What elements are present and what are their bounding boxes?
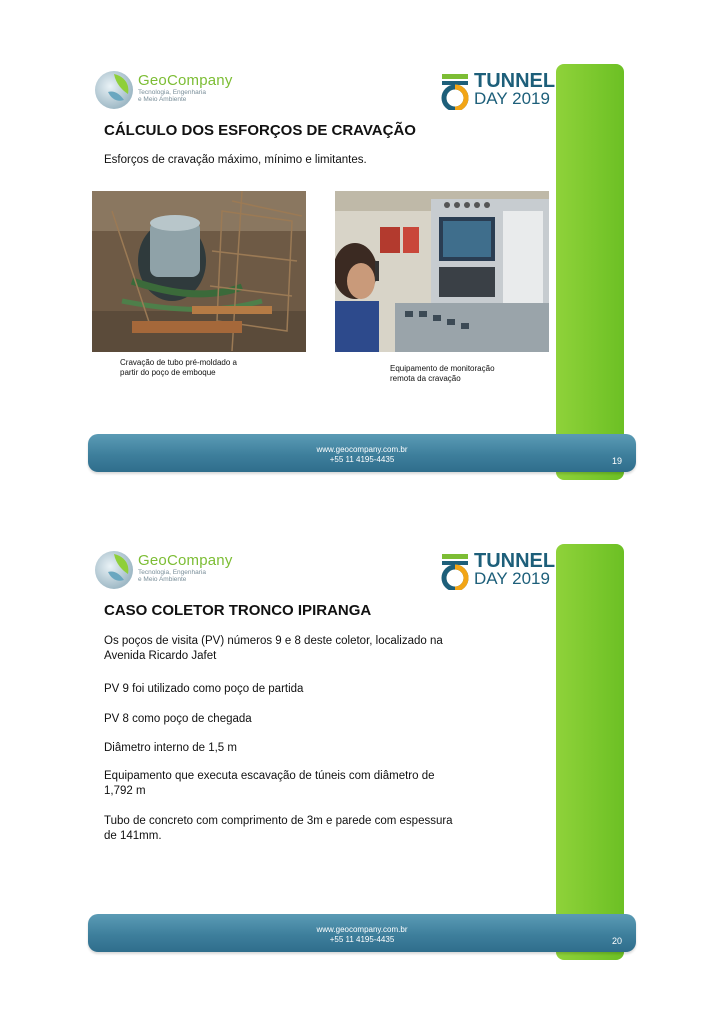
paragraph-4: Diâmetro interno de 1,5 m bbox=[104, 742, 237, 754]
slide-title: CASO COLETOR TRONCO IPIRANGA bbox=[104, 602, 372, 619]
page-number: 19 bbox=[611, 456, 622, 466]
logo-name: GeoCompany bbox=[138, 72, 233, 89]
paragraph-5: Equipamento que executa escavação de túneis com diâmetro de 1,792 m bbox=[104, 770, 435, 797]
footer-url: www.geocompany.com.br bbox=[316, 445, 408, 454]
tunnel-day-logo bbox=[440, 70, 556, 116]
footer-url: www.geocompany.com.br bbox=[316, 925, 408, 934]
slide-title: CÁLCULO DOS ESFORÇOS DE CRAVAÇÃO bbox=[104, 122, 416, 139]
green-side-bar bbox=[556, 544, 624, 960]
geocompany-globe-icon bbox=[94, 550, 134, 590]
geocompany-logo bbox=[94, 68, 234, 112]
slide-20 bbox=[0, 480, 724, 960]
tunnel-day-icon bbox=[440, 74, 470, 110]
event-year: DAY 2019 bbox=[474, 569, 550, 588]
slide-subtitle: Esforços de cravação máximo, mínimo e limitantes. bbox=[104, 154, 367, 166]
footer-band bbox=[88, 434, 636, 472]
geocompany-logo bbox=[94, 548, 234, 592]
green-side-bar bbox=[556, 64, 624, 480]
paragraph-3: PV 8 como poço de chegada bbox=[104, 713, 252, 725]
event-name: TUNNEL bbox=[474, 550, 556, 572]
slide-19 bbox=[0, 0, 724, 480]
caption-pipe-jacking: Cravação de tubo pré-moldado a partir do poço de emboque bbox=[120, 358, 237, 377]
event-year: DAY 2019 bbox=[474, 89, 550, 108]
paragraph-6: Tubo de concreto com comprimento de 3m e parede com espessura de 141mm. bbox=[104, 815, 453, 842]
paragraph-1: Os poços de visita (PV) números 9 e 8 deste coletor, localizado na Avenida Ricardo Jafet bbox=[104, 635, 443, 662]
footer-band bbox=[88, 914, 636, 952]
event-name: TUNNEL bbox=[474, 70, 556, 92]
tunnel-day-logo bbox=[440, 550, 556, 596]
caption-monitoring-equipment: Equipamento de monitoração remota da cravação bbox=[390, 364, 495, 383]
logo-name: GeoCompany bbox=[138, 552, 233, 569]
photo-monitoring-equipment bbox=[335, 191, 549, 352]
logo-tagline: Tecnologia, Engenharia e Meio Ambiente bbox=[138, 569, 206, 583]
footer-phone: +55 11 4195-4435 bbox=[329, 935, 395, 944]
photo-pipe-jacking bbox=[92, 191, 306, 352]
paragraph-2: PV 9 foi utilizado como poço de partida bbox=[104, 683, 304, 695]
page-number: 20 bbox=[611, 936, 622, 946]
tunnel-day-icon bbox=[440, 554, 470, 590]
footer-phone: +55 11 4195-4435 bbox=[329, 455, 395, 464]
geocompany-globe-icon bbox=[94, 70, 134, 110]
logo-tagline: Tecnologia, Engenharia e Meio Ambiente bbox=[138, 89, 206, 103]
